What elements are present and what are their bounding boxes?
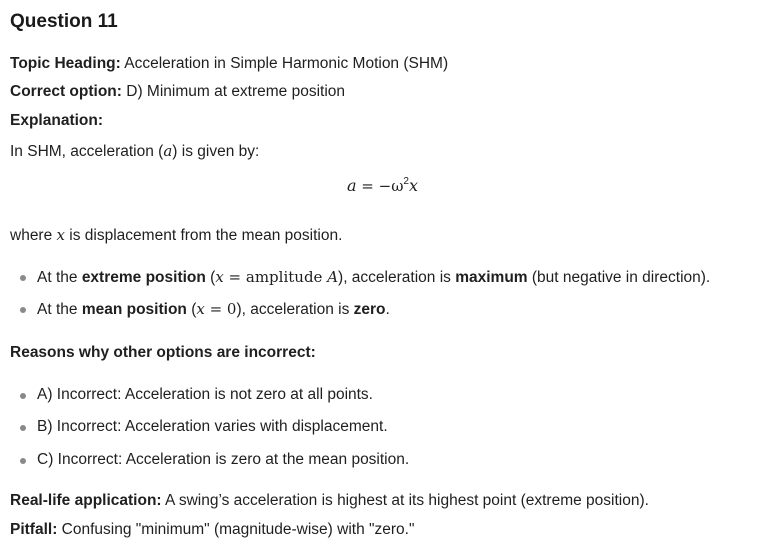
text: (but negative in direction). bbox=[527, 269, 711, 286]
math-text: = amplitude bbox=[223, 268, 328, 286]
list-item bbox=[10, 299, 390, 320]
explanation-label: Explanation: bbox=[10, 112, 104, 129]
text: ( bbox=[186, 301, 197, 318]
equation-lhs: a bbox=[346, 176, 357, 195]
topic-heading-value: Acceleration in Simple Harmonic Motion (SHM) bbox=[124, 55, 449, 72]
list-item: B) Incorrect: Acceleration varies with displacement. bbox=[10, 417, 388, 437]
where-text-end: is displacement from the mean position. bbox=[65, 227, 343, 244]
reasons-heading: Reasons why other options are incorrect: bbox=[10, 344, 316, 361]
acceleration-symbol: a bbox=[163, 142, 173, 160]
math-symbol: A bbox=[327, 268, 339, 286]
real-life-line bbox=[10, 491, 649, 511]
where-line bbox=[10, 225, 342, 246]
text: ), acceleration is bbox=[338, 269, 456, 286]
displacement-symbol: x bbox=[56, 226, 65, 244]
intro-text: In SHM, acceleration ( bbox=[10, 143, 164, 160]
bold-text: maximum bbox=[455, 269, 528, 286]
pitfall-value: Confusing "minimum" (magnitude-wise) with "zero." bbox=[57, 521, 415, 538]
real-life-value: A swing’s acceleration is highest at its highest point (extreme position). bbox=[161, 492, 649, 509]
list-item: A) Incorrect: Acceleration is not zero at all points. bbox=[10, 385, 373, 405]
pitfall-label: Pitfall: bbox=[10, 521, 58, 538]
question-title: Question 11 bbox=[10, 11, 118, 32]
acceleration-equation bbox=[10, 176, 755, 196]
text: At the bbox=[37, 269, 82, 286]
equation-equals: = −ω bbox=[356, 177, 404, 195]
topic-heading-line bbox=[10, 54, 448, 74]
topic-heading-label: Topic Heading: bbox=[10, 55, 121, 72]
list-item: C) Incorrect: Acceleration is zero at the mean position. bbox=[10, 450, 409, 470]
real-life-label: Real-life application: bbox=[10, 492, 162, 509]
math-symbol: x bbox=[215, 268, 224, 286]
correct-option-label: Correct option: bbox=[10, 83, 122, 100]
bold-text: zero bbox=[353, 301, 386, 318]
text: ( bbox=[205, 269, 216, 286]
correct-option-line bbox=[10, 82, 345, 102]
where-text: where bbox=[10, 227, 57, 244]
math-symbol: x bbox=[196, 300, 205, 318]
pitfall-line bbox=[10, 520, 414, 540]
text: At the bbox=[37, 301, 82, 318]
math-text: = 0 bbox=[204, 300, 237, 318]
correct-option-value: D) Minimum at extreme position bbox=[126, 83, 346, 100]
text: . bbox=[385, 301, 390, 318]
bold-text: mean position bbox=[81, 301, 187, 318]
intro-text-end: ) is given by: bbox=[172, 143, 260, 160]
equation-exponent: 2 bbox=[403, 176, 409, 187]
equation-rhs: x bbox=[408, 176, 419, 195]
explanation-intro bbox=[10, 141, 259, 162]
text: ), acceleration is bbox=[236, 301, 354, 318]
bold-text: extreme position bbox=[81, 269, 206, 286]
list-item bbox=[10, 267, 710, 288]
